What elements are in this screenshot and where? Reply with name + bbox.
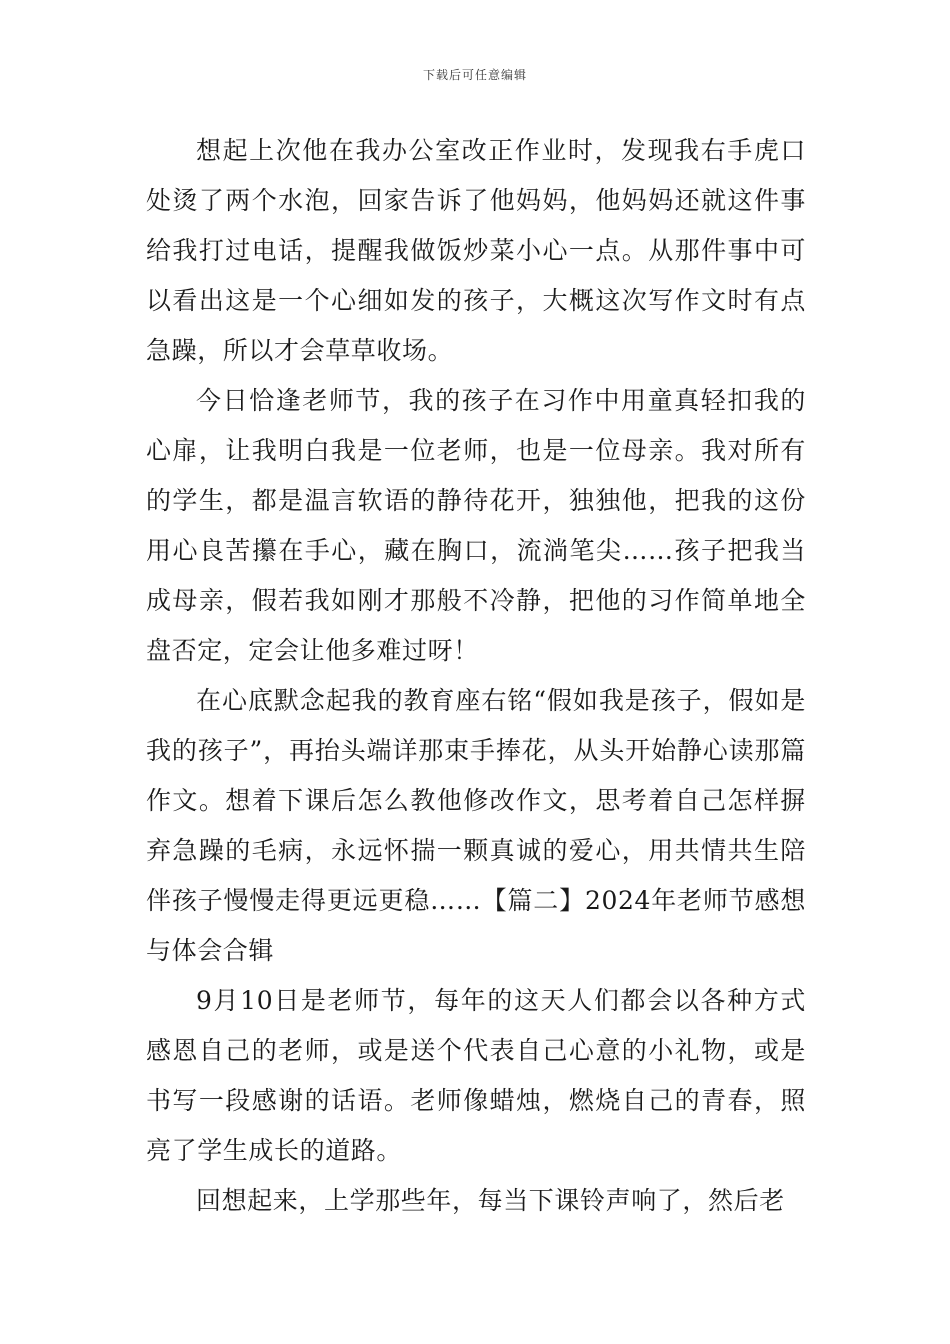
paragraph-1: 想起上次他在我办公室改正作业时，发现我右手虎口处烫了两个水泡，回家告诉了他妈妈，他妈妈还就这件事给我打过电话，提醒我做饭炒菜小心一点。从那件事中可以看出这是一个心细如发的孩子，大概这次写作文时有点急躁，所以才会草草收场。 — [146, 136, 806, 365]
paragraph-4: 9月10日是老师节，每年的这天人们都会以各种方式感恩自己的老师，或是送个代表自己心意的小礼物，或是书写一段感谢的话语。老师像蜡烛，燃烧自己的青春，照亮了学生成长的道路。 — [146, 986, 806, 1165]
paragraph-3: 在心底默念起我的教育座右铭“假如我是孩子，假如是我的孩子”，再抬头端详那束手捧花，从头开始静心读那篇作文。想着下课后怎么教他修改作文，思考着自己怎样摒弃急躁的毛病，永远怀揣一颗真诚的爱心，用共情共生陪伴孩子慢慢走得更远更稳……【篇二】2024年老师节感想与体会合辑 — [146, 686, 806, 965]
paragraph-2: 今日恰逢老师节，我的孩子在习作中用童真轻扣我的心扉，让我明白我是一位老师，也是一位母亲。我对所有的学生，都是温言软语的静待花开，独独他，把我的这份用心良苦攥在手心，藏在胸口，流淌笔尖……孩子把我当成母亲，假若我如刚才那般不冷静，把他的习作简单地全盘否定，定会让他多难过呀！ — [146, 386, 806, 665]
document-body — [146, 126, 806, 1226]
page-header-note: 下载后可任意编辑 — [422, 68, 527, 82]
paragraph-5: 回想起来，上学那些年，每当下课铃声响了，然后老 — [196, 1186, 785, 1215]
